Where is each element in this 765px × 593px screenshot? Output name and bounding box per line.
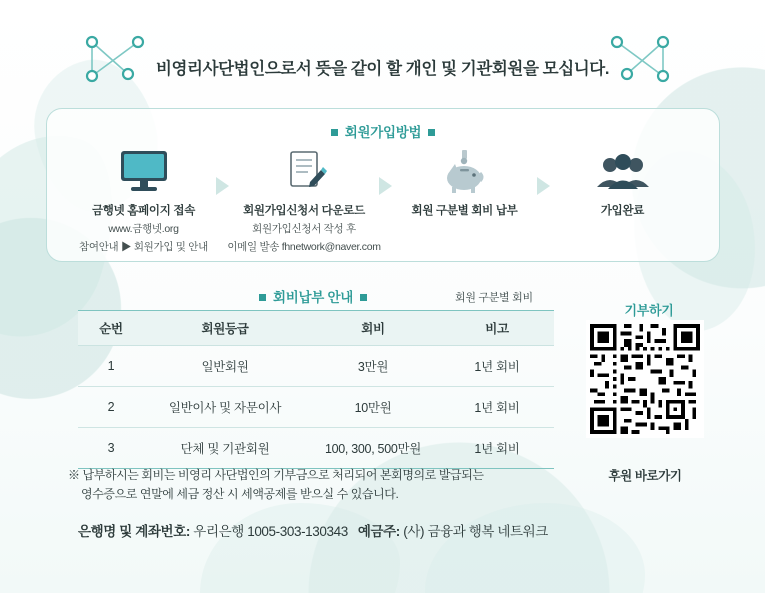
account-holder-value: (사) 금융과 행복 네트워크 xyxy=(403,524,548,539)
account-holder-label: 예금주: xyxy=(357,524,400,539)
cell-fee: 100, 300, 500만원 xyxy=(306,428,440,469)
document-pen-icon xyxy=(277,149,331,195)
join-step-1-sub2: 참여안내 ▶ 회원가입 및 안내 xyxy=(79,241,208,253)
join-step-1-label: 금행넷 홈페이지 접속 xyxy=(91,205,196,217)
join-step-1 xyxy=(71,149,216,254)
monitor-icon xyxy=(113,149,175,195)
join-step-2-label: 회원가입신청서 다운로드 xyxy=(243,205,365,217)
cell-grade: 일반이사 및 자문이사 xyxy=(144,387,306,428)
square-bullet-icon xyxy=(331,129,338,136)
bank-label: 은행명 및 계좌번호: xyxy=(78,524,190,539)
cell-grade: 단체 및 기관회원 xyxy=(144,428,306,469)
table-row xyxy=(78,387,554,428)
column-header-memo: 비고 xyxy=(440,311,554,346)
donate-title: 기부하기 xyxy=(624,303,674,318)
column-header-fee: 회비 xyxy=(306,311,440,346)
cell-memo: 1년 회비 xyxy=(440,387,554,428)
people-icon xyxy=(592,149,654,195)
join-step-2-sub1: 회원가입신청서 작성 후 xyxy=(252,223,356,235)
fee-asterisk-note-line1: ※ 납부하시는 회비는 비영리 사단법인의 기부금으로 처리되어 본회명의로 발급되는 xyxy=(68,468,484,482)
cell-no: 3 xyxy=(78,428,144,469)
qr-code[interactable] xyxy=(586,320,704,438)
join-step-4-label: 가입완료 xyxy=(600,205,645,217)
cell-grade: 일반회원 xyxy=(144,346,306,387)
cell-no: 2 xyxy=(78,387,144,428)
square-bullet-icon xyxy=(428,129,435,136)
headline-container xyxy=(0,36,765,98)
bank-account-line xyxy=(78,520,698,540)
fee-asterisk-note xyxy=(68,466,570,503)
join-steps xyxy=(47,149,719,255)
join-step-1-sub1: www.금행넷.org xyxy=(108,223,179,235)
join-section-title xyxy=(47,121,719,141)
join-section-title-text: 회원가입방법 xyxy=(344,125,422,140)
join-step-2-sub2: 이메일 발송 fhnetwork@naver.com xyxy=(227,241,381,253)
square-bullet-icon xyxy=(259,294,266,301)
column-header-no: 순번 xyxy=(78,311,144,346)
cell-memo: 1년 회비 xyxy=(440,346,554,387)
cell-memo: 1년 회비 xyxy=(440,428,554,469)
table-row xyxy=(78,428,554,469)
join-step-3 xyxy=(392,149,537,218)
cell-fee: 3만원 xyxy=(306,346,440,387)
fee-section-note: 회원 구분별 회비 xyxy=(455,292,533,304)
square-bullet-icon xyxy=(360,294,367,301)
join-step-2 xyxy=(229,149,379,254)
decorative-shape xyxy=(200,503,400,593)
decorative-shape xyxy=(425,503,645,593)
fee-table xyxy=(78,310,554,469)
arrow-right-icon xyxy=(379,177,392,195)
column-header-grade: 회원등급 xyxy=(144,311,306,346)
page-headline: 비영리사단법인으로서 뜻을 같이 할 개인 및 기관회원을 모십니다. xyxy=(155,60,610,78)
arrow-right-icon xyxy=(537,177,550,195)
table-row xyxy=(78,346,554,387)
fee-section-title-text: 회비납부 안내 xyxy=(273,290,353,305)
membership-join-box xyxy=(46,108,720,262)
arrow-right-icon xyxy=(216,177,229,195)
donate-subtitle: 후원 바로가기 xyxy=(608,469,682,483)
cell-no: 1 xyxy=(78,346,144,387)
bank-value: 우리은행 1005-303-130343 xyxy=(193,524,348,539)
cell-fee: 10만원 xyxy=(306,387,440,428)
join-step-4 xyxy=(550,149,695,218)
join-step-3-label: 회원 구분별 회비 납부 xyxy=(411,205,518,217)
table-header-row xyxy=(78,311,554,346)
fee-asterisk-note-line2: 영수증으로 연말에 세금 정산 시 세액공제를 받으실 수 있습니다. xyxy=(81,486,399,501)
piggy-bank-icon xyxy=(436,149,494,195)
